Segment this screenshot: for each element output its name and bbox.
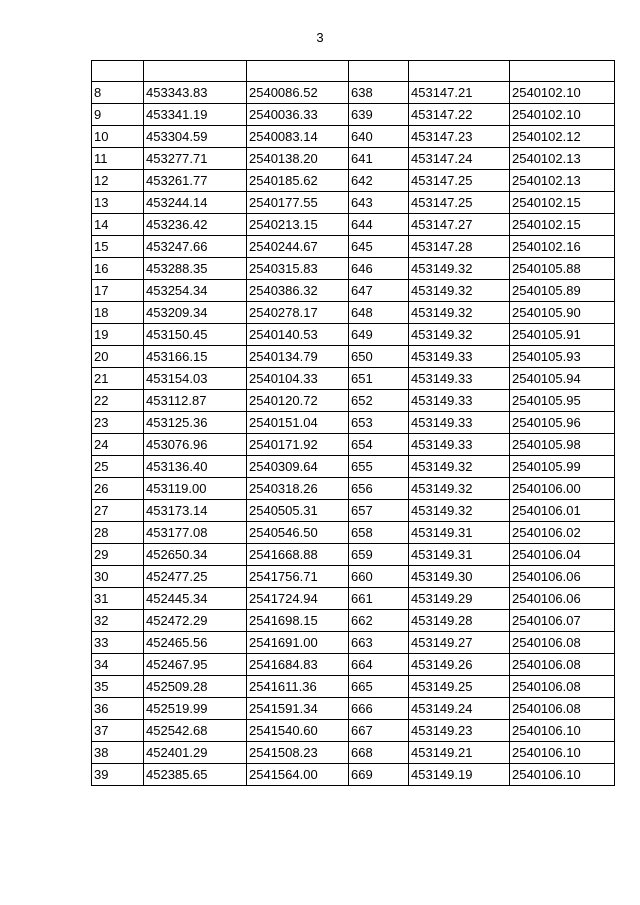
table-cell: 453261.77: [144, 170, 247, 192]
table-cell: 2540106.06: [510, 588, 615, 610]
table-cell: 669: [349, 764, 409, 786]
table-cell: 2540105.88: [510, 258, 615, 280]
header-cell: [92, 61, 144, 82]
table-cell: 22: [92, 390, 144, 412]
table-row: [92, 698, 615, 720]
table-cell: 453147.25: [409, 192, 510, 214]
table-cell: 453149.31: [409, 522, 510, 544]
table-cell: 2540106.10: [510, 720, 615, 742]
table-cell: 453147.23: [409, 126, 510, 148]
table-cell: 453341.19: [144, 104, 247, 126]
page-number: 3: [316, 30, 324, 45]
table-cell: 453125.36: [144, 412, 247, 434]
table-cell: 453149.32: [409, 478, 510, 500]
table-cell: 23: [92, 412, 144, 434]
table-cell: 654: [349, 434, 409, 456]
table-row: [92, 544, 615, 566]
table-cell: 453173.14: [144, 500, 247, 522]
table-row: [92, 610, 615, 632]
table-cell: 2540386.32: [247, 280, 349, 302]
table-cell: 644: [349, 214, 409, 236]
table-cell: 2540244.67: [247, 236, 349, 258]
table-cell: 453149.32: [409, 302, 510, 324]
table-cell: 2540106.01: [510, 500, 615, 522]
header-cell: [247, 61, 349, 82]
table-cell: 2540105.98: [510, 434, 615, 456]
table-cell: 663: [349, 632, 409, 654]
table-cell: 657: [349, 500, 409, 522]
table-cell: 453149.29: [409, 588, 510, 610]
table-cell: 452465.56: [144, 632, 247, 654]
table-cell: 2540106.04: [510, 544, 615, 566]
table-row: [92, 720, 615, 742]
table-row: [92, 632, 615, 654]
table-cell: 666: [349, 698, 409, 720]
table-cell: 453149.33: [409, 434, 510, 456]
table-cell: 2540086.52: [247, 82, 349, 104]
table-cell: 2540105.96: [510, 412, 615, 434]
table-cell: 2540105.93: [510, 346, 615, 368]
table-cell: 20: [92, 346, 144, 368]
table-cell: 452650.34: [144, 544, 247, 566]
table-cell: 453076.96: [144, 434, 247, 456]
table-cell: 2541698.15: [247, 610, 349, 632]
table-cell: 2541564.00: [247, 764, 349, 786]
table-row: [92, 500, 615, 522]
table-cell: 2540505.31: [247, 500, 349, 522]
table-cell: 452542.68: [144, 720, 247, 742]
table-cell: 453149.32: [409, 456, 510, 478]
table-row: [92, 456, 615, 478]
table-cell: 27: [92, 500, 144, 522]
table-cell: 2540105.99: [510, 456, 615, 478]
table-cell: 453277.71: [144, 148, 247, 170]
table-cell: 453288.35: [144, 258, 247, 280]
table-cell: 2541668.88: [247, 544, 349, 566]
table-cell: 643: [349, 192, 409, 214]
table-cell: 2540083.14: [247, 126, 349, 148]
table-row: [92, 148, 615, 170]
table-cell: 453147.21: [409, 82, 510, 104]
table-row: [92, 214, 615, 236]
table-cell: 452467.95: [144, 654, 247, 676]
table-cell: 2540151.04: [247, 412, 349, 434]
table-cell: 2540102.10: [510, 82, 615, 104]
table-cell: 9: [92, 104, 144, 126]
table-cell: 8: [92, 82, 144, 104]
table-cell: 453154.03: [144, 368, 247, 390]
table-cell: 2540106.08: [510, 698, 615, 720]
table-cell: 667: [349, 720, 409, 742]
table-cell: 2540106.07: [510, 610, 615, 632]
table-row: [92, 324, 615, 346]
table-cell: 2540104.33: [247, 368, 349, 390]
table-cell: 452445.34: [144, 588, 247, 610]
table-cell: 453149.25: [409, 676, 510, 698]
table-cell: 661: [349, 588, 409, 610]
table-cell: 2540106.00: [510, 478, 615, 500]
table-cell: 453149.33: [409, 346, 510, 368]
table-cell: 642: [349, 170, 409, 192]
table-cell: 29: [92, 544, 144, 566]
table-cell: 2540105.94: [510, 368, 615, 390]
table-cell: 453149.33: [409, 390, 510, 412]
table-row: [92, 566, 615, 588]
table-row: [92, 258, 615, 280]
table-cell: 2540106.08: [510, 632, 615, 654]
table-row: [92, 82, 615, 104]
table-cell: 2540105.89: [510, 280, 615, 302]
table-row: [92, 192, 615, 214]
table-cell: 2540309.64: [247, 456, 349, 478]
table-cell: 21: [92, 368, 144, 390]
table-cell: 647: [349, 280, 409, 302]
table-cell: 11: [92, 148, 144, 170]
table-body: [92, 82, 615, 786]
table-cell: 37: [92, 720, 144, 742]
table-cell: 453149.21: [409, 742, 510, 764]
table-cell: 26: [92, 478, 144, 500]
table-cell: 2540105.90: [510, 302, 615, 324]
table-cell: 656: [349, 478, 409, 500]
table-cell: 659: [349, 544, 409, 566]
table-cell: 660: [349, 566, 409, 588]
table-cell: 2540102.13: [510, 148, 615, 170]
table-cell: 24: [92, 434, 144, 456]
table-row: [92, 104, 615, 126]
table-row: [92, 412, 615, 434]
table-cell: 2540106.08: [510, 654, 615, 676]
table-cell: 2540546.50: [247, 522, 349, 544]
table-cell: 2541724.94: [247, 588, 349, 610]
table-cell: 453149.19: [409, 764, 510, 786]
table-cell: 453254.34: [144, 280, 247, 302]
table-cell: 2541691.00: [247, 632, 349, 654]
table-cell: 668: [349, 742, 409, 764]
table-cell: 453147.22: [409, 104, 510, 126]
table-cell: 453149.26: [409, 654, 510, 676]
table-cell: 2540106.08: [510, 676, 615, 698]
table-cell: 453149.33: [409, 412, 510, 434]
coordinate-table: [91, 60, 615, 786]
table-cell: 2540278.17: [247, 302, 349, 324]
table-cell: 2540102.13: [510, 170, 615, 192]
table-cell: 453112.87: [144, 390, 247, 412]
table-cell: 2540177.55: [247, 192, 349, 214]
table-cell: 2541684.83: [247, 654, 349, 676]
table-row: [92, 742, 615, 764]
table-row: [92, 390, 615, 412]
table-cell: 453247.66: [144, 236, 247, 258]
table-cell: 17: [92, 280, 144, 302]
table-row: [92, 302, 615, 324]
table-cell: 2540171.92: [247, 434, 349, 456]
table-cell: 452385.65: [144, 764, 247, 786]
table-cell: 2540102.16: [510, 236, 615, 258]
table-cell: 662: [349, 610, 409, 632]
table-cell: 453177.08: [144, 522, 247, 544]
table-cell: 641: [349, 148, 409, 170]
table-cell: 25: [92, 456, 144, 478]
table-cell: 16: [92, 258, 144, 280]
table-cell: 452401.29: [144, 742, 247, 764]
table-cell: 639: [349, 104, 409, 126]
table-row: [92, 522, 615, 544]
table-cell: 453343.83: [144, 82, 247, 104]
table-row: [92, 478, 615, 500]
table-cell: 648: [349, 302, 409, 324]
table-cell: 665: [349, 676, 409, 698]
table-cell: 2540315.83: [247, 258, 349, 280]
table-cell: 645: [349, 236, 409, 258]
table-row: [92, 764, 615, 786]
table-cell: 2540213.15: [247, 214, 349, 236]
table-cell: 2540120.72: [247, 390, 349, 412]
table-cell: 2541540.60: [247, 720, 349, 742]
table-cell: 2540102.12: [510, 126, 615, 148]
table-cell: 649: [349, 324, 409, 346]
table-cell: 31: [92, 588, 144, 610]
table-cell: 33: [92, 632, 144, 654]
table-cell: 2540185.62: [247, 170, 349, 192]
table-cell: 2540140.53: [247, 324, 349, 346]
table-cell: 453150.45: [144, 324, 247, 346]
table-cell: 452509.28: [144, 676, 247, 698]
table-cell: 658: [349, 522, 409, 544]
table-cell: 10: [92, 126, 144, 148]
table-cell: 12: [92, 170, 144, 192]
table-row: [92, 588, 615, 610]
table-cell: 30: [92, 566, 144, 588]
table-row: [92, 126, 615, 148]
table-cell: 650: [349, 346, 409, 368]
table-cell: 453149.32: [409, 280, 510, 302]
table-cell: 653: [349, 412, 409, 434]
table-cell: 638: [349, 82, 409, 104]
header-cell: [144, 61, 247, 82]
table-cell: 453147.25: [409, 170, 510, 192]
table-cell: 2540106.02: [510, 522, 615, 544]
table-cell: 651: [349, 368, 409, 390]
table-cell: 2541756.71: [247, 566, 349, 588]
table-cell: 453147.27: [409, 214, 510, 236]
header-cell: [510, 61, 615, 82]
table-cell: 453119.00: [144, 478, 247, 500]
header-cell: [409, 61, 510, 82]
table-cell: 2540318.26: [247, 478, 349, 500]
table-cell: 453147.24: [409, 148, 510, 170]
table-cell: 453149.24: [409, 698, 510, 720]
table-cell: 453209.34: [144, 302, 247, 324]
table-row: [92, 280, 615, 302]
table-row: [92, 236, 615, 258]
table-cell: 28: [92, 522, 144, 544]
table-cell: 15: [92, 236, 144, 258]
table-cell: 39: [92, 764, 144, 786]
table-cell: 2540102.10: [510, 104, 615, 126]
table-cell: 2540106.10: [510, 764, 615, 786]
table-cell: 453304.59: [144, 126, 247, 148]
table-cell: 2540105.95: [510, 390, 615, 412]
table-cell: 453166.15: [144, 346, 247, 368]
table-cell: 655: [349, 456, 409, 478]
table-row: [92, 434, 615, 456]
table-cell: 18: [92, 302, 144, 324]
table-header-row: [92, 61, 615, 82]
table-cell: 2540134.79: [247, 346, 349, 368]
table-cell: 453149.32: [409, 258, 510, 280]
table-cell: 453149.32: [409, 324, 510, 346]
table-cell: 2541611.36: [247, 676, 349, 698]
table-cell: 2540106.10: [510, 742, 615, 764]
table-cell: 453149.33: [409, 368, 510, 390]
table-cell: 453149.23: [409, 720, 510, 742]
table-cell: 452519.99: [144, 698, 247, 720]
table-cell: 652: [349, 390, 409, 412]
table-cell: 32: [92, 610, 144, 632]
table-cell: 453149.27: [409, 632, 510, 654]
table-cell: 646: [349, 258, 409, 280]
table-cell: 453136.40: [144, 456, 247, 478]
table-cell: 2540106.06: [510, 566, 615, 588]
table-cell: 2541591.34: [247, 698, 349, 720]
table-cell: 452472.29: [144, 610, 247, 632]
table-row: [92, 368, 615, 390]
header-cell: [349, 61, 409, 82]
table-cell: 36: [92, 698, 144, 720]
table-cell: 14: [92, 214, 144, 236]
table-cell: 640: [349, 126, 409, 148]
table-cell: 453149.28: [409, 610, 510, 632]
table-cell: 453147.28: [409, 236, 510, 258]
table-cell: 2541508.23: [247, 742, 349, 764]
table-cell: 453149.31: [409, 544, 510, 566]
table-cell: 2540036.33: [247, 104, 349, 126]
table-cell: 35: [92, 676, 144, 698]
table-cell: 38: [92, 742, 144, 764]
table-cell: 453149.30: [409, 566, 510, 588]
table-cell: 453244.14: [144, 192, 247, 214]
table-cell: 34: [92, 654, 144, 676]
table-cell: 453236.42: [144, 214, 247, 236]
table-cell: 2540102.15: [510, 214, 615, 236]
table-cell: 19: [92, 324, 144, 346]
table-cell: 452477.25: [144, 566, 247, 588]
table-cell: 664: [349, 654, 409, 676]
table-row: [92, 676, 615, 698]
table-cell: 2540138.20: [247, 148, 349, 170]
table-cell: 453149.32: [409, 500, 510, 522]
table-row: [92, 346, 615, 368]
table-cell: 2540102.15: [510, 192, 615, 214]
table-row: [92, 654, 615, 676]
table-row: [92, 170, 615, 192]
table-cell: 2540105.91: [510, 324, 615, 346]
table-cell: 13: [92, 192, 144, 214]
